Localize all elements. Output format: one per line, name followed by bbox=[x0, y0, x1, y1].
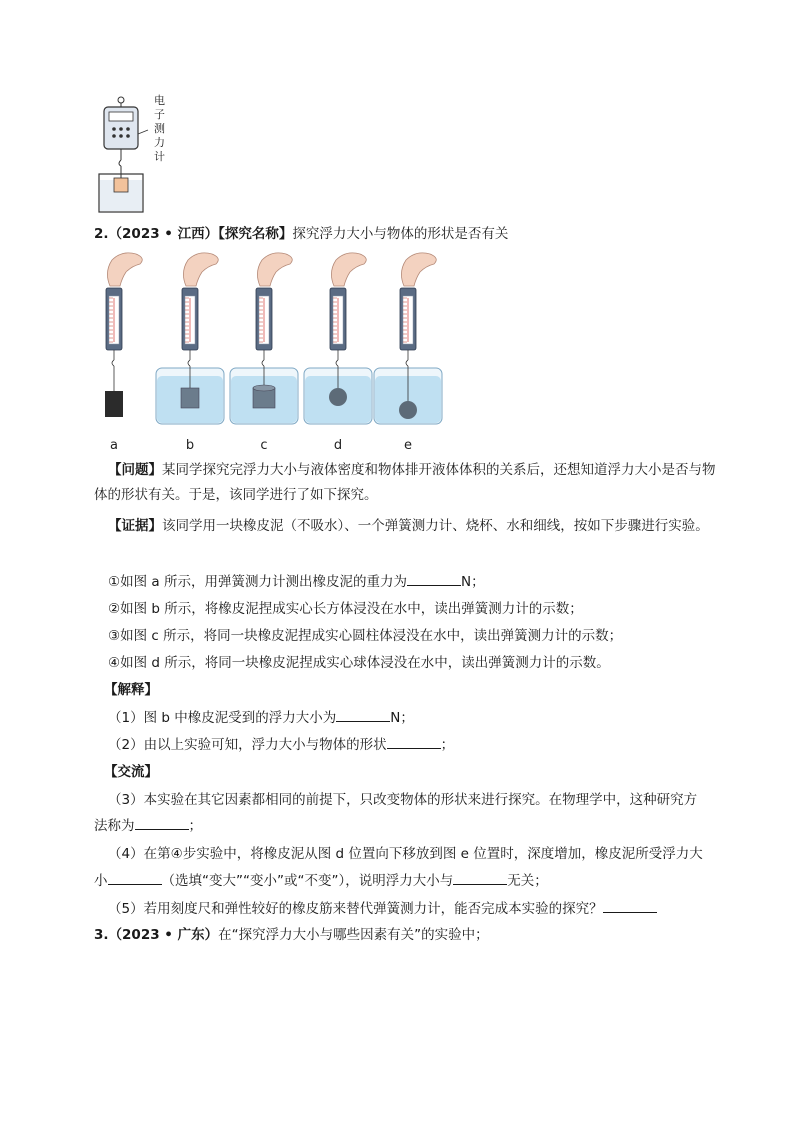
figure-label-b: b bbox=[185, 438, 195, 453]
answer-blank[interactable] bbox=[135, 817, 189, 830]
scale-hook bbox=[262, 360, 264, 366]
answer-blank[interactable] bbox=[407, 573, 461, 586]
explain-tag: 【解释】 bbox=[104, 682, 158, 698]
question-title: 探究浮力大小与物体的形状是否有关 bbox=[292, 226, 509, 242]
problem-text: 某同学探究完浮力大小与液体密度和物体排开液体体积的关系后，还想知道浮力大小是否与物体的形状有关。于是，该同学进行了如下探究。 bbox=[94, 462, 716, 503]
evidence-paragraph bbox=[94, 514, 724, 539]
figure-label-e: e bbox=[404, 438, 412, 453]
scale-hook bbox=[188, 360, 190, 366]
question-source: （2023 • 广东） bbox=[108, 927, 219, 943]
answer-blank[interactable] bbox=[108, 872, 162, 885]
step-3: ③如图 c 所示，将同一块橡皮泥捏成实心圆柱体浸没在水中，读出弹簧测力计的示数； bbox=[108, 628, 623, 644]
hand-icon bbox=[107, 253, 142, 286]
exchange-q3-line2 bbox=[94, 814, 202, 834]
figure-label-c: c bbox=[260, 438, 268, 453]
meter-label-char-1: 电 bbox=[154, 94, 165, 107]
answer-blank[interactable] bbox=[387, 736, 441, 749]
exchange-q4-text: 小 bbox=[94, 873, 108, 889]
answer-blank[interactable] bbox=[603, 900, 657, 913]
exchange-q4-options: （选填“变大”“变小”或“不变”），说明浮力大小与 bbox=[161, 873, 454, 889]
step-2: ②如图 b 所示，将橡皮泥捏成实心长方体浸没在水中，读出弹簧测力计的示数； bbox=[108, 601, 583, 617]
question-text: 在“探究浮力大小与哪些因素有关”的实验中； bbox=[218, 927, 489, 943]
meter-label-char-4: 力 bbox=[154, 136, 165, 149]
exchange-heading bbox=[104, 760, 158, 780]
answer-blank[interactable] bbox=[453, 872, 507, 885]
explain-q1-text: （1）图 b 中橡皮泥受到的浮力大小为 bbox=[108, 710, 337, 726]
exchange-q3-line1: （3）本实验在其它因素都相同的前提下，只改变物体的形状来进行探究。在物理学中，这种研究方 bbox=[108, 792, 698, 808]
explain-q2 bbox=[108, 733, 454, 753]
scale-hook bbox=[336, 360, 338, 366]
question-source: （2023 • 江西） bbox=[108, 226, 219, 242]
step-4: ④如图 d 所示，将同一块橡皮泥捏成实心球体浸没在水中，读出弹簧测力计的示数。 bbox=[108, 655, 610, 671]
question-number: 3. bbox=[94, 927, 109, 943]
section-tag: 【探究名称】 bbox=[218, 226, 293, 242]
clay-cylinder-top bbox=[253, 385, 275, 391]
exchange-q3-text: 法称为 bbox=[94, 818, 135, 834]
problem-tag: 【问题】 bbox=[108, 462, 162, 478]
meter-label-char-2: 子 bbox=[154, 108, 165, 121]
explain-heading bbox=[104, 678, 158, 698]
step-1-text: ①如图 a 所示，用弹簧测力计测出橡皮泥的重力为 bbox=[108, 574, 407, 590]
hand-icon bbox=[257, 253, 292, 286]
explain-q2-end: ； bbox=[440, 737, 455, 753]
evidence-tag: 【证据】 bbox=[108, 518, 162, 534]
problem-paragraph bbox=[94, 458, 724, 508]
clay-cuboid bbox=[181, 388, 199, 408]
exchange-q5-text: （5）若用刻度尺和弹性较好的橡皮筋来替代弹簧测力计，能否完成本实验的探究？ bbox=[108, 901, 603, 917]
exchange-q5 bbox=[108, 897, 657, 917]
figure-label-d: d bbox=[333, 438, 343, 453]
exchange-q4-line2 bbox=[94, 869, 548, 889]
scale-hook bbox=[112, 360, 114, 366]
evidence-text: 该同学用一块橡皮泥（不吸水）、一个弹簧测力计、烧杯、水和细线，按如下步骤进行实验。 bbox=[162, 518, 709, 534]
step-1-unit: N； bbox=[460, 574, 485, 590]
clay-sphere bbox=[399, 401, 417, 419]
step-1 bbox=[108, 570, 485, 590]
hand-icon bbox=[331, 253, 366, 286]
answer-blank[interactable] bbox=[336, 709, 390, 722]
clay-sphere bbox=[329, 388, 347, 406]
explain-q1 bbox=[108, 706, 414, 726]
hand-icon bbox=[401, 253, 436, 286]
exchange-q4-line1: （4）在第④步实验中，将橡皮泥从图 d 位置向下移放到图 e 位置时，深度增加，橡皮泥所受浮力大 bbox=[108, 846, 703, 862]
clay-block bbox=[105, 391, 123, 417]
scale-hook bbox=[406, 360, 408, 366]
question-2-heading bbox=[94, 222, 508, 242]
electronic-force-meter-figure bbox=[94, 94, 184, 214]
question-3-heading bbox=[94, 923, 489, 943]
figure-label-a: a bbox=[110, 438, 118, 453]
meter-label-char-3: 测 bbox=[154, 122, 165, 135]
meter-label-char-5: 计 bbox=[154, 150, 165, 163]
question-number: 2. bbox=[94, 226, 109, 242]
explain-q1-unit: N； bbox=[390, 710, 414, 726]
exchange-q4-end: 无关； bbox=[507, 873, 548, 889]
explain-q2-text: （2）由以上实验可知，浮力大小与物体的形状 bbox=[108, 737, 387, 753]
hand-icon bbox=[183, 253, 218, 286]
exchange-tag: 【交流】 bbox=[104, 764, 158, 780]
spring-scale-experiment-figure bbox=[94, 248, 454, 456]
exchange-q3-end: ； bbox=[188, 818, 202, 834]
